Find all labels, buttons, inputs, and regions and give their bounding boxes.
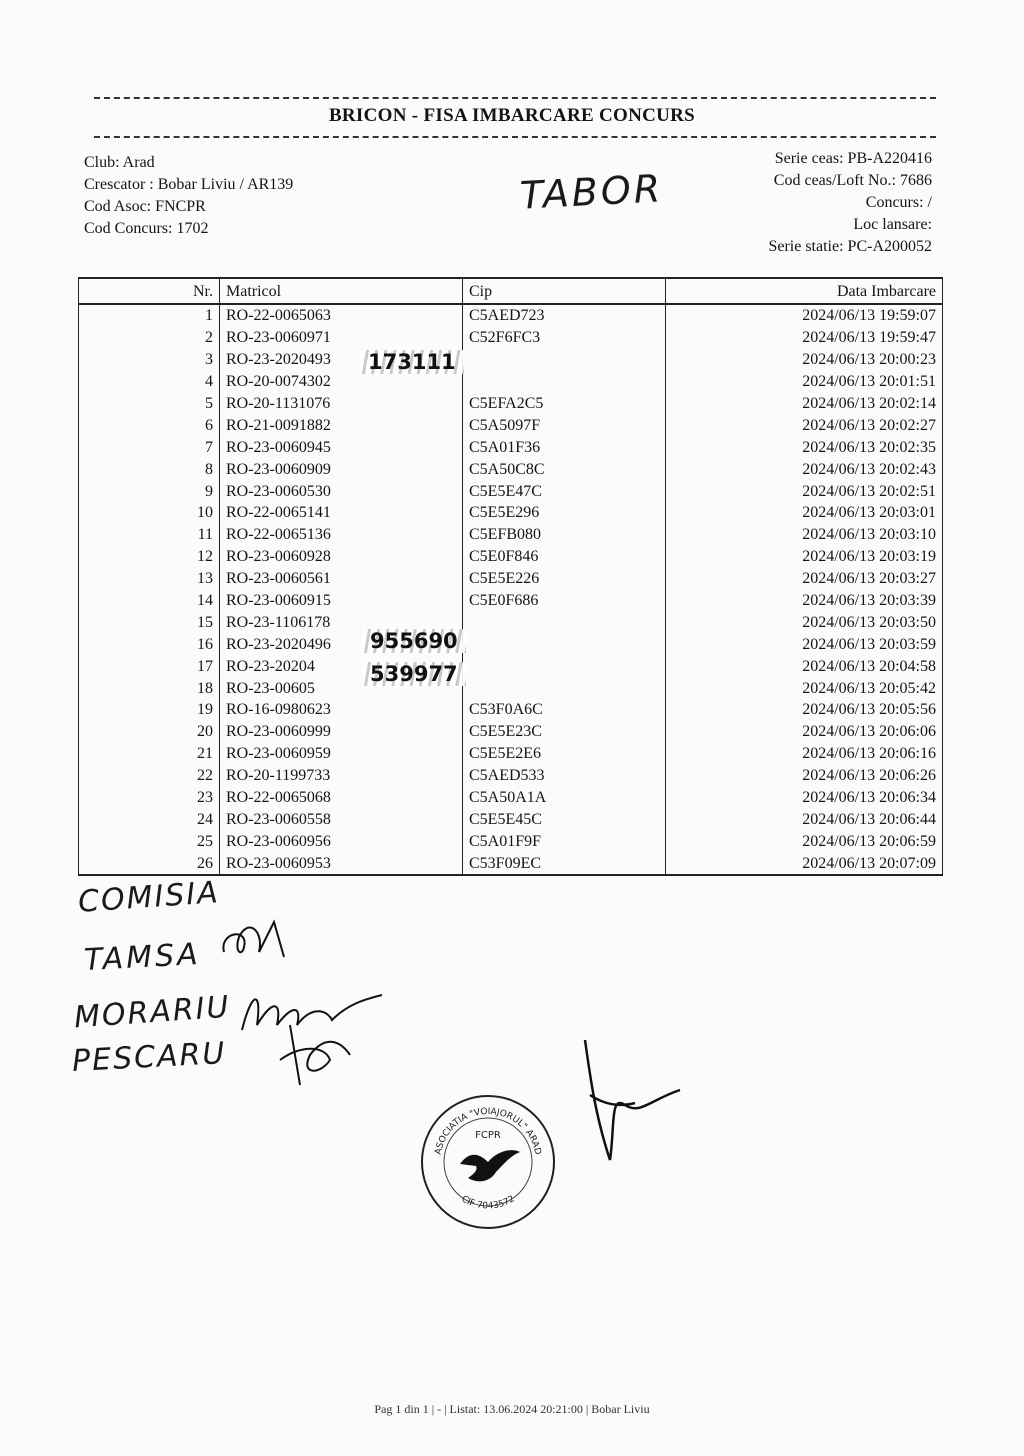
- cell-date: 2024/06/13 20:07:09: [666, 852, 943, 875]
- assoc-code-line: Cod Asoc: FNCPR: [84, 198, 206, 215]
- cell-date: 2024/06/13 20:03:01: [666, 502, 943, 524]
- cell-cip: C5AED723: [463, 304, 666, 327]
- cell-cip: C5E0F846: [463, 546, 666, 568]
- cell-date: 2024/06/13 20:02:35: [666, 436, 943, 458]
- cell-nr: 7: [79, 436, 220, 458]
- cell-nr: 21: [79, 743, 220, 765]
- table-row: [79, 787, 943, 809]
- cell-cip: [463, 371, 666, 393]
- cell-date: 2024/06/13 20:02:51: [666, 480, 943, 502]
- cell-nr: 13: [79, 568, 220, 590]
- header-right-block: [768, 148, 932, 258]
- cell-matricol: RO-23-0060530: [220, 480, 463, 502]
- cell-nr: 16: [79, 633, 220, 655]
- cell-nr: 17: [79, 655, 220, 677]
- club-line: Club: Arad: [84, 154, 155, 171]
- cell-cip: C5E5E226: [463, 568, 666, 590]
- cell-cip: C5A01F9F: [463, 830, 666, 852]
- cell-date: 2024/06/13 20:06:26: [666, 765, 943, 787]
- table-row: [79, 502, 943, 524]
- document-title: BRICON - FISA IMBARCARE CONCURS: [328, 105, 696, 126]
- table-row: [79, 590, 943, 612]
- cell-nr: 3: [79, 349, 220, 371]
- commission-member: MORARIU: [72, 989, 232, 1036]
- cell-matricol: RO-23-0060956: [220, 830, 463, 852]
- cell-date: 2024/06/13 20:05:42: [666, 677, 943, 699]
- cell-matricol: RO-22-0065141: [220, 502, 463, 524]
- cell-nr: 24: [79, 808, 220, 830]
- cell-matricol: RO-20-1199733: [220, 765, 463, 787]
- cell-matricol: RO-22-0065136: [220, 524, 463, 546]
- cell-cip: [463, 655, 666, 677]
- cell-matricol: RO-21-0091882: [220, 414, 463, 436]
- cell-cip: [463, 677, 666, 699]
- cell-matricol: RO-23-0060558: [220, 808, 463, 830]
- table-row: [79, 852, 943, 875]
- cell-matricol: RO-16-0980623: [220, 699, 463, 721]
- cell-nr: 14: [79, 590, 220, 612]
- cell-matricol: RO-23-0060999: [220, 721, 463, 743]
- table-row: [79, 721, 943, 743]
- cell-cip: C5A50A1A: [463, 787, 666, 809]
- table-row: [79, 765, 943, 787]
- signature-tamsa: [214, 912, 294, 972]
- cell-date: 2024/06/13 20:06:16: [666, 743, 943, 765]
- cell-date: 2024/06/13 20:03:50: [666, 611, 943, 633]
- table-row: [79, 743, 943, 765]
- cell-date: 2024/06/13 20:04:58: [666, 655, 943, 677]
- cell-cip: C53F09EC: [463, 852, 666, 875]
- table-row: [79, 808, 943, 830]
- cell-date: 2024/06/13 19:59:07: [666, 304, 943, 327]
- cell-date: 2024/06/13 20:03:27: [666, 568, 943, 590]
- cell-nr: 25: [79, 830, 220, 852]
- cell-cip: C5E5E23C: [463, 721, 666, 743]
- commission-member: TAMSA: [83, 936, 202, 979]
- dove-icon: [460, 1150, 520, 1181]
- commission-heading: COMISIA: [76, 875, 221, 920]
- cell-matricol: RO-22-0065068: [220, 787, 463, 809]
- cell-cip: C5A01F36: [463, 436, 666, 458]
- cell-date: 2024/06/13 20:06:59: [666, 830, 943, 852]
- cell-matricol: RO-23-2020493: [220, 349, 463, 371]
- cell-cip: C5E5E296: [463, 502, 666, 524]
- redaction-overlay: 955690: [362, 629, 466, 653]
- cell-matricol: RO-23-0060909: [220, 458, 463, 480]
- cell-cip: [463, 349, 666, 371]
- cell-matricol: RO-22-0065063: [220, 304, 463, 327]
- cell-nr: 19: [79, 699, 220, 721]
- col-date-header: Data Imbarcare: [666, 278, 943, 304]
- cell-date: 2024/06/13 20:06:06: [666, 721, 943, 743]
- clock-serial-line: Serie ceas: PB-A220416: [774, 150, 932, 167]
- table-row: [79, 393, 943, 415]
- boarding-table: [78, 277, 943, 876]
- loft-number-line: Cod ceas/Loft No.: 7686: [773, 172, 932, 189]
- cell-nr: 1: [79, 304, 220, 327]
- page-footer: Pag 1 din 1 | - | Listat: 13.06.2024 20:21:00 | Bobar Liviu: [374, 1402, 650, 1416]
- cell-cip: C52F6FC3: [463, 327, 666, 349]
- table-row: [79, 830, 943, 852]
- contest-code-line: Cod Concurs: 1702: [84, 220, 209, 237]
- cell-date: 2024/06/13 19:59:47: [666, 327, 943, 349]
- cell-nr: 10: [79, 502, 220, 524]
- cell-matricol: RO-23-0060945: [220, 436, 463, 458]
- cell-nr: 18: [79, 677, 220, 699]
- cell-nr: 8: [79, 458, 220, 480]
- redaction-overlay: 173111: [360, 350, 464, 374]
- cell-cip: C5E5E45C: [463, 808, 666, 830]
- table-row: [79, 436, 943, 458]
- cell-matricol: RO-23-2020496: [220, 633, 463, 655]
- cell-date: 2024/06/13 20:02:27: [666, 414, 943, 436]
- cell-date: 2024/06/13 20:02:43: [666, 458, 943, 480]
- cell-matricol: RO-23-0060971: [220, 327, 463, 349]
- table-header-row: [79, 278, 943, 304]
- cell-matricol: RO-23-0060915: [220, 590, 463, 612]
- station-serial-line: Serie statie: PC-A200052: [768, 238, 932, 255]
- release-place-line: Loc lansare:: [853, 216, 932, 233]
- handwritten-location: TABOR: [518, 166, 665, 218]
- table-body: [79, 304, 943, 875]
- signature-main: [570, 1035, 690, 1165]
- top-dashed-rule: [94, 97, 936, 99]
- cell-matricol: RO-23-0060959: [220, 743, 463, 765]
- table-row: [79, 414, 943, 436]
- cell-date: 2024/06/13 20:03:19: [666, 546, 943, 568]
- cell-matricol: RO-20-0074302: [220, 371, 463, 393]
- cell-nr: 9: [79, 480, 220, 502]
- breeder-line: Crescator : Bobar Liviu / AR139: [84, 176, 294, 193]
- cell-matricol: RO-23-0060561: [220, 568, 463, 590]
- cell-cip: C5A5097F: [463, 414, 666, 436]
- contest-line: Concurs: /: [865, 194, 932, 211]
- table-row: [79, 349, 943, 371]
- cell-date: 2024/06/13 20:00:23: [666, 349, 943, 371]
- cell-date: 2024/06/13 20:02:14: [666, 393, 943, 415]
- cell-date: 2024/06/13 20:03:39: [666, 590, 943, 612]
- commission-member: PESCARU: [71, 1035, 228, 1080]
- table-row: [79, 611, 943, 633]
- cell-matricol: RO-20-1131076: [220, 393, 463, 415]
- table-row: [79, 699, 943, 721]
- cell-nr: 5: [79, 393, 220, 415]
- cell-nr: 26: [79, 852, 220, 875]
- cell-cip: C5AED533: [463, 765, 666, 787]
- table-row: [79, 524, 943, 546]
- cell-matricol: RO-23-0060928: [220, 546, 463, 568]
- association-stamp: [418, 1092, 558, 1232]
- svg-text:CIF 7043572: [459, 1194, 516, 1211]
- cell-cip: C5A50C8C: [463, 458, 666, 480]
- redaction-overlay: 539977: [362, 662, 466, 686]
- cell-date: 2024/06/13 20:03:10: [666, 524, 943, 546]
- cell-nr: 15: [79, 611, 220, 633]
- cell-matricol: RO-23-20204: [220, 655, 463, 677]
- cell-nr: 6: [79, 414, 220, 436]
- cell-nr: 4: [79, 371, 220, 393]
- col-nr-header: Nr.: [79, 278, 220, 304]
- table-row: [79, 304, 943, 327]
- cell-date: 2024/06/13 20:03:59: [666, 633, 943, 655]
- cell-nr: 22: [79, 765, 220, 787]
- cell-cip: [463, 633, 666, 655]
- cell-date: 2024/06/13 20:06:34: [666, 787, 943, 809]
- cell-matricol: RO-23-00605: [220, 677, 463, 699]
- col-matricol-header: Matricol: [220, 278, 463, 304]
- table-row: [79, 458, 943, 480]
- table-row: [79, 568, 943, 590]
- stamp-top-text: ASOCIATIA "VOIAJORUL" ARAD: [433, 1106, 543, 1156]
- table-row: [79, 371, 943, 393]
- cell-nr: 2: [79, 327, 220, 349]
- table-row: [79, 655, 943, 677]
- stamp-middle-text: FCPR: [475, 1130, 501, 1141]
- cell-cip: [463, 611, 666, 633]
- table-row: [79, 677, 943, 699]
- table-row: [79, 633, 943, 655]
- cell-date: 2024/06/13 20:05:56: [666, 699, 943, 721]
- cell-cip: C5E0F686: [463, 590, 666, 612]
- bottom-dashed-rule: [94, 136, 936, 138]
- cell-matricol: RO-23-0060953: [220, 852, 463, 875]
- cell-nr: 12: [79, 546, 220, 568]
- col-cip-header: Cip: [463, 278, 666, 304]
- cell-cip: C5EFB080: [463, 524, 666, 546]
- table-row: [79, 480, 943, 502]
- cell-matricol: RO-23-1106178: [220, 611, 463, 633]
- cell-cip: C5EFA2C5: [463, 393, 666, 415]
- cell-nr: 20: [79, 721, 220, 743]
- cell-cip: C53F0A6C: [463, 699, 666, 721]
- cell-cip: C5E5E47C: [463, 480, 666, 502]
- table-row: [79, 546, 943, 568]
- stamp-bottom-text: CIF 7043572: [459, 1194, 517, 1212]
- table-row: [79, 327, 943, 349]
- cell-date: 2024/06/13 20:06:44: [666, 808, 943, 830]
- cell-date: 2024/06/13 20:01:51: [666, 371, 943, 393]
- cell-cip: C5E5E2E6: [463, 743, 666, 765]
- header-left-block: [84, 152, 293, 240]
- cell-nr: 11: [79, 524, 220, 546]
- cell-nr: 23: [79, 787, 220, 809]
- signature-pescaru: [270, 1015, 360, 1095]
